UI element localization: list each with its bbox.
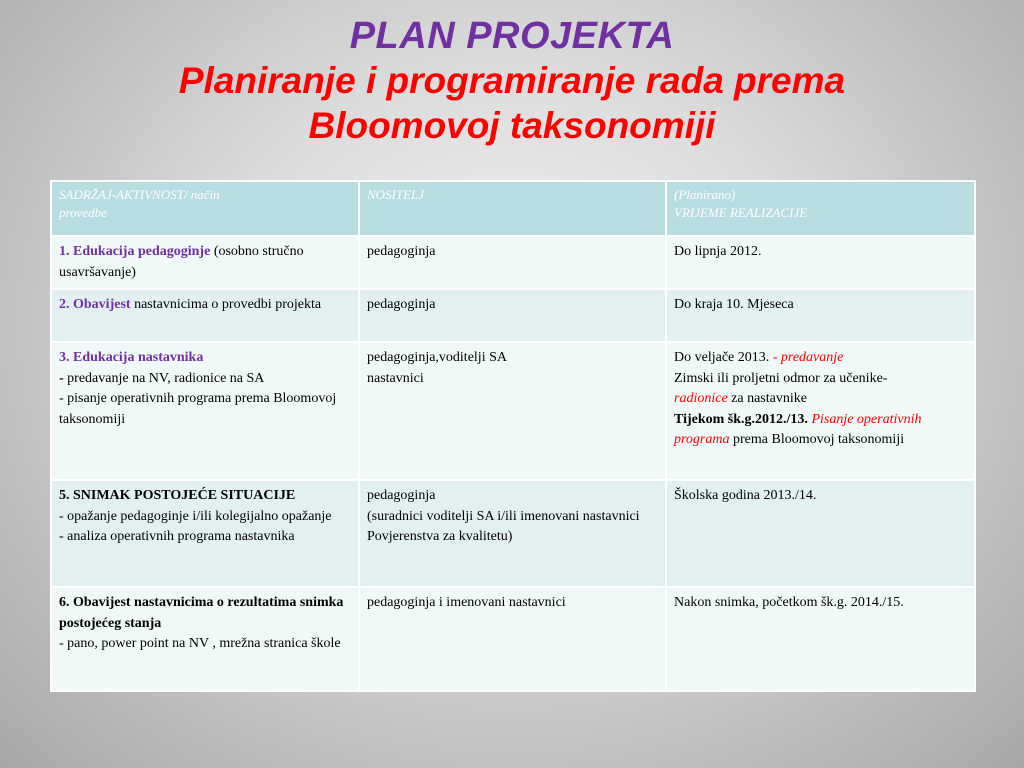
header-activity-line-1: SADRŽAJ-AKTIVNOST/ način (59, 187, 220, 202)
slide-title-block (0, 14, 1024, 148)
activity-title: 5. SNIMAK POSTOJEĆE SITUACIJE (59, 488, 296, 503)
slide-subtitle-line-2: Bloomovoj taksonomiji (308, 105, 716, 146)
timeline-highlight: radionice (674, 391, 728, 406)
table-row (51, 587, 975, 691)
activity-detail: - pisanje operativnih programa prema Bloomovoj taksonomiji (59, 391, 337, 427)
activity-title: 1. Edukacija pedagoginje (59, 244, 211, 259)
activity-detail: (osobno stručno usavršavanje) (59, 244, 304, 280)
timeline-bold: Tijekom šk.g.2012./13. (674, 411, 808, 427)
holder-text: pedagoginja (367, 244, 436, 259)
cell-timeline (666, 342, 975, 480)
activity-title: 3. Edukacija nastavnika (59, 350, 204, 365)
cell-holder (359, 289, 666, 342)
table-row (51, 289, 975, 342)
activity-detail: - opažanje pedagoginje i/ili kolegijalno opažanje (59, 508, 332, 524)
header-timeline-line-1: (Planirano) (674, 187, 736, 202)
slide-title: PLAN PROJEKTA (349, 15, 675, 57)
activity-detail: - analiza operativnih programa nastavnika (59, 529, 295, 544)
table-header-row (51, 181, 975, 236)
header-timeline-line-2: VRIJEME REALIZACIJE (674, 205, 808, 220)
holder-text: pedagoginja (367, 488, 436, 503)
header-activity (51, 181, 359, 236)
activity-title: 2. Obavijest (59, 297, 131, 312)
table-row (51, 342, 975, 480)
header-holder-label: NOSITELJ (367, 187, 425, 202)
activity-dash: - (59, 370, 64, 386)
cell-holder (359, 480, 666, 587)
cell-holder (359, 342, 666, 480)
timeline-text: Do veljače 2013. (674, 350, 773, 365)
timeline-text: Nakon snimka, početkom šk.g. 2014./15. (674, 595, 904, 610)
timeline-text: Do lipnja 2012. (674, 244, 762, 259)
holder-text: nastavnici (367, 370, 424, 386)
activity-detail: predavanje na NV, radionice na SA (63, 370, 265, 386)
header-activity-line-2: provedbe (59, 205, 107, 220)
cell-timeline (666, 480, 975, 587)
table-row (51, 236, 975, 289)
holder-text: pedagoginja,voditelji SA (367, 350, 507, 365)
timeline-text: Školska godina 2013./14. (674, 488, 817, 503)
timeline-text: Zimski ili proljetni odmor za učenike- (674, 370, 888, 386)
project-plan-table (50, 180, 976, 692)
cell-holder (359, 587, 666, 691)
activity-detail: - pano, power point na NV , mrežna stranica škole (59, 636, 341, 651)
activity-detail: nastavnicima o provedbi projekta (130, 297, 322, 312)
cell-timeline (666, 587, 975, 691)
holder-text: pedagoginja (367, 297, 436, 312)
header-timeline (666, 181, 975, 236)
holder-text: (suradnici voditelji SA i/ili imenovani nastavnici Povjerenstva za kvalitetu) (367, 508, 640, 544)
cell-holder (359, 236, 666, 289)
cell-activity (51, 342, 359, 480)
timeline-text: prema Bloomovoj taksonomiji (729, 432, 905, 447)
header-holder (359, 181, 666, 236)
timeline-text: za nastavnike (727, 391, 807, 406)
cell-activity (51, 480, 359, 587)
slide-subtitle-line-1: Planiranje i programiranje rada prema (178, 60, 846, 101)
cell-activity (51, 289, 359, 342)
timeline-highlight: Pisanje operativnih programa (674, 411, 922, 447)
cell-activity (51, 587, 359, 691)
cell-timeline (666, 289, 975, 342)
activity-title: 6. Obavijest nastavnicima o rezultatima snimka postojećeg stanja (59, 595, 344, 631)
timeline-highlight: - predavanje (772, 350, 844, 365)
table-row (51, 480, 975, 587)
cell-timeline (666, 236, 975, 289)
cell-activity (51, 236, 359, 289)
holder-text: pedagoginja i imenovani nastavnici (367, 595, 566, 610)
timeline-text: Do kraja 10. Mjeseca (674, 297, 794, 312)
